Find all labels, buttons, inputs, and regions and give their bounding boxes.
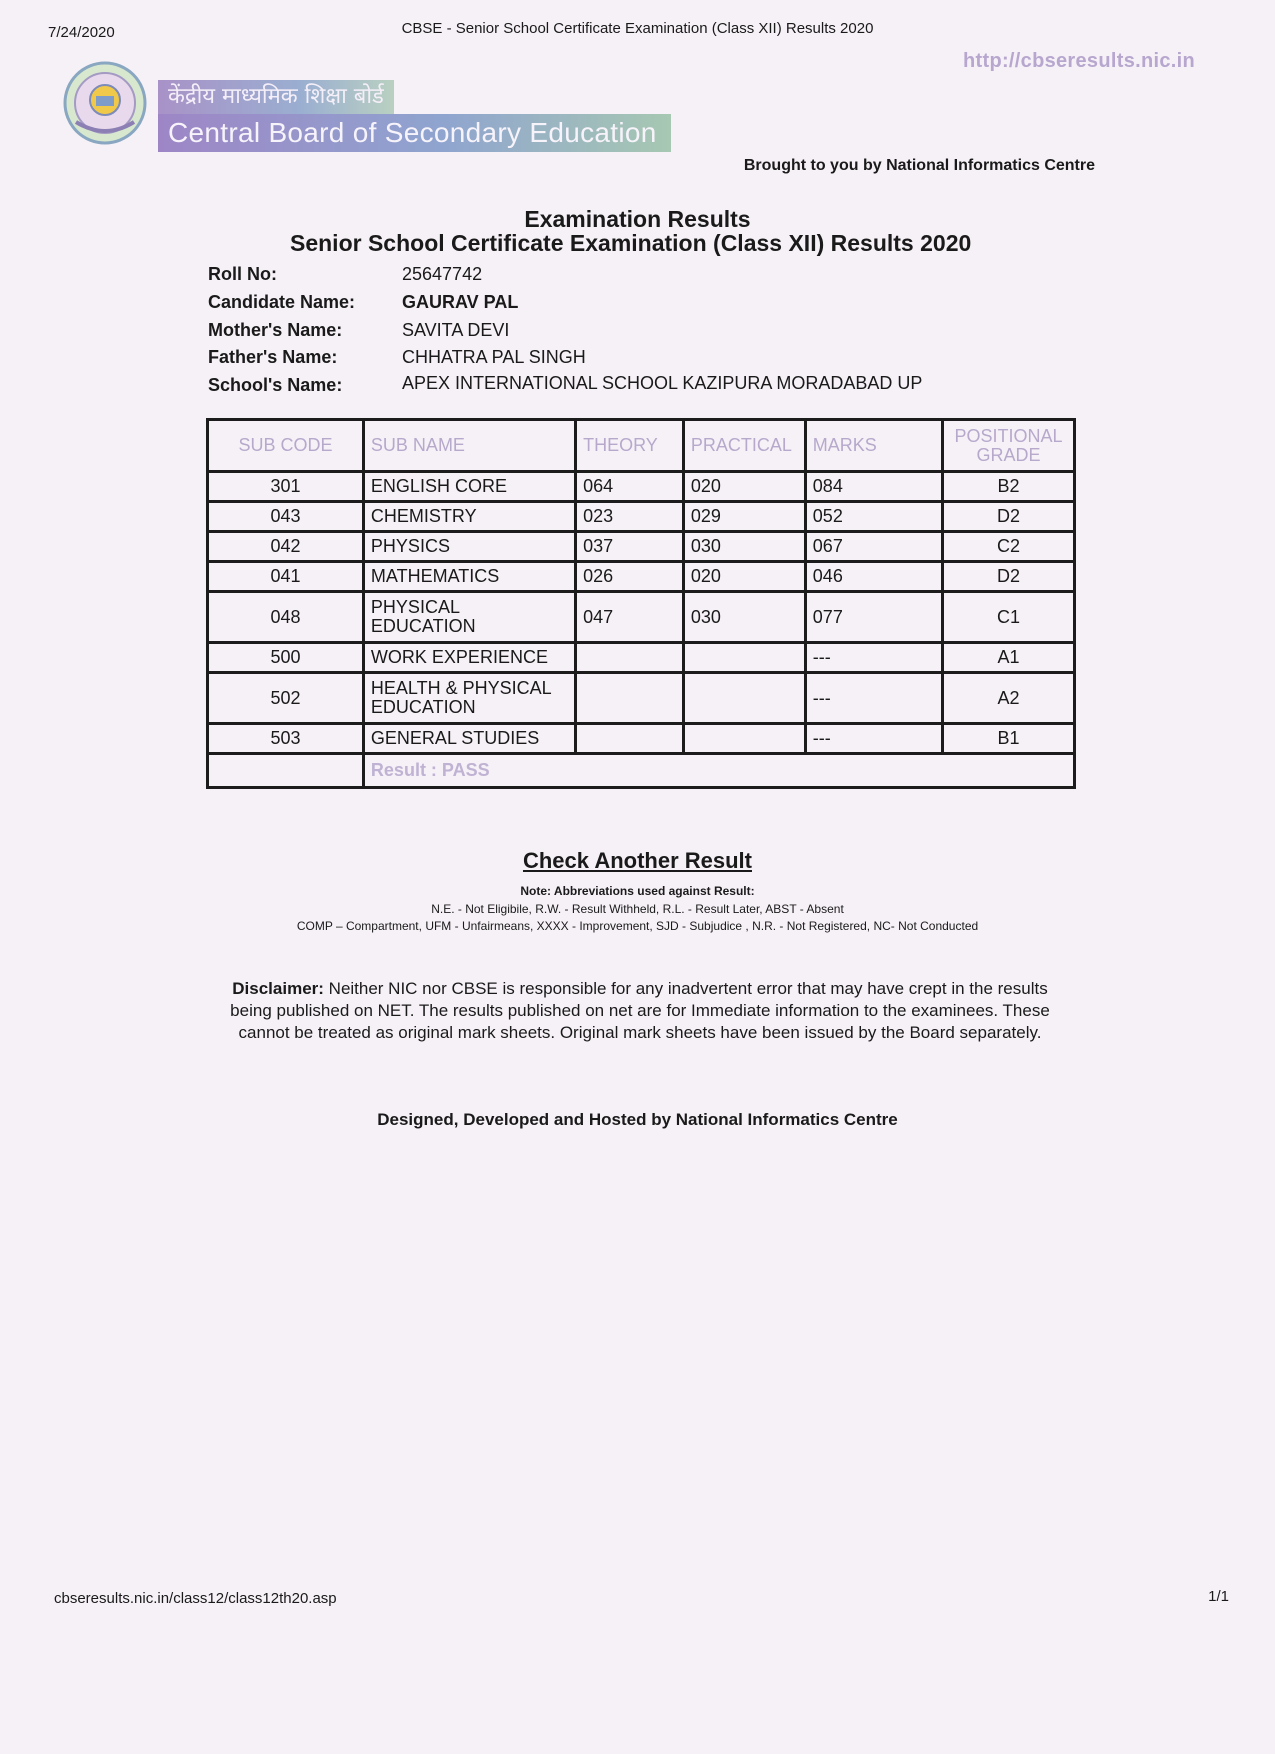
- board-name-hindi: केंद्रीय माध्यमिक शिक्षा बोर्ड: [158, 80, 394, 114]
- theory-cell: [576, 724, 684, 754]
- site-url-link[interactable]: http://cbseresults.nic.in: [963, 50, 1195, 72]
- sub-code-cell: 048: [208, 592, 364, 643]
- table-row: [208, 532, 1075, 562]
- sub-name-cell: HEALTH & PHYSICAL EDUCATION: [363, 673, 575, 724]
- roll-no-value: 25647742: [402, 264, 483, 284]
- sub-name-cell: ENGLISH CORE: [363, 472, 575, 502]
- grade-cell: D2: [943, 502, 1075, 532]
- father-name-value: CHHATRA PAL SINGH: [402, 347, 586, 367]
- practical-cell: 030: [683, 592, 805, 643]
- sub-name-cell: PHYSICS: [363, 532, 575, 562]
- check-another-result-link[interactable]: Check Another Result: [522, 848, 752, 873]
- candidate-name-value: GAURAV PAL: [402, 292, 519, 312]
- candidate-name-label: Candidate Name:: [208, 292, 356, 312]
- table-row: [208, 724, 1075, 754]
- examination-results-heading: Examination Results: [524, 206, 751, 232]
- marks-cell: 067: [805, 532, 942, 562]
- cbse-logo-icon: [62, 60, 148, 146]
- exam-name-heading: Senior School Certificate Examination (Class XII) Results 2020: [290, 230, 972, 256]
- practical-cell: [683, 673, 805, 724]
- print-date: 7/24/2020: [48, 24, 115, 41]
- grade-cell: C2: [943, 532, 1075, 562]
- table-header-row: [208, 420, 1075, 472]
- sub-code-cell: 042: [208, 532, 364, 562]
- school-name-label: School's Name:: [208, 375, 343, 395]
- mother-name-value: SAVITA DEVI: [402, 320, 510, 340]
- grade-cell: A2: [943, 673, 1075, 724]
- abbreviations-note-line2: COMP – Compartment, UFM - Unfairmeans, XXXX - Improvement, SJD - Subjudice , N.R. - Not Registered, NC- Not Conducted: [296, 919, 979, 933]
- sub-code-header: SUB CODE: [208, 420, 364, 472]
- practical-cell: 030: [683, 532, 805, 562]
- abbreviations-note-line1: N.E. - Not Eligibile, R.W. - Result Withheld, R.L. - Result Later, ABST - Absent: [431, 902, 844, 916]
- practical-cell: 029: [683, 502, 805, 532]
- table-row: [208, 562, 1075, 592]
- positional-grade-header: POSITIONAL GRADE: [943, 420, 1075, 472]
- marks-cell: ---: [805, 643, 942, 673]
- practical-cell: 020: [683, 562, 805, 592]
- theory-cell: 023: [576, 502, 684, 532]
- practical-cell: 020: [683, 472, 805, 502]
- abbreviations-note-title: Note: Abbreviations used against Result:: [520, 884, 755, 898]
- table-row: [208, 472, 1075, 502]
- print-page-title: CBSE - Senior School Certificate Examination (Class XII) Results 2020: [401, 20, 874, 37]
- roll-no-label: Roll No:: [208, 264, 277, 284]
- brought-by-text: Brought to you by National Informatics Centre: [743, 157, 1095, 174]
- designed-by-text: Designed, Developed and Hosted by National Informatics Centre: [377, 1110, 898, 1129]
- theory-cell: [576, 673, 684, 724]
- father-name-label: Father's Name:: [208, 347, 338, 367]
- disclaimer-label: Disclaimer:: [232, 979, 324, 998]
- theory-cell: 047: [576, 592, 684, 643]
- table-row: [208, 673, 1075, 724]
- page-number: 1/1: [1208, 1588, 1229, 1605]
- result-row-blank-cell: [208, 754, 364, 788]
- theory-cell: 026: [576, 562, 684, 592]
- marks-cell: ---: [805, 673, 942, 724]
- table-row: [208, 502, 1075, 532]
- board-name-english: Central Board of Secondary Education: [158, 114, 671, 152]
- grade-cell: D2: [943, 562, 1075, 592]
- grade-cell: A1: [943, 643, 1075, 673]
- footer-url: cbseresults.nic.in/class12/class12th20.asp: [54, 1590, 337, 1607]
- marks-cell: 077: [805, 592, 942, 643]
- sub-code-cell: 500: [208, 643, 364, 673]
- grade-cell: B1: [943, 724, 1075, 754]
- practical-header: PRACTICAL: [683, 420, 805, 472]
- grade-cell: B2: [943, 472, 1075, 502]
- practical-cell: [683, 643, 805, 673]
- result-row: [208, 754, 1075, 788]
- sub-name-cell: WORK EXPERIENCE: [363, 643, 575, 673]
- grade-cell: C1: [943, 592, 1075, 643]
- results-table: [206, 418, 1076, 789]
- marks-header: MARKS: [805, 420, 942, 472]
- sub-name-header: SUB NAME: [363, 420, 575, 472]
- disclaimer-body: Neither NIC nor CBSE is responsible for any inadvertent error that may have crept in the results being published on NET. The results published on net are for Immediate information to the examinees. These cannot be treated as original mark sheets. Original mark sheets have been issued by the Board separately.: [230, 979, 1050, 1042]
- sub-code-cell: 043: [208, 502, 364, 532]
- practical-cell: [683, 724, 805, 754]
- sub-code-cell: 502: [208, 673, 364, 724]
- marks-cell: ---: [805, 724, 942, 754]
- sub-name-cell: MATHEMATICS: [363, 562, 575, 592]
- theory-cell: 064: [576, 472, 684, 502]
- disclaimer-text: [210, 978, 1070, 1044]
- sub-name-cell: PHYSICAL EDUCATION: [363, 592, 575, 643]
- marks-cell: 084: [805, 472, 942, 502]
- theory-cell: [576, 643, 684, 673]
- theory-header: THEORY: [576, 420, 684, 472]
- marks-cell: 052: [805, 502, 942, 532]
- table-row: [208, 643, 1075, 673]
- result-status: Result : PASS: [363, 754, 1074, 788]
- sub-name-cell: CHEMISTRY: [363, 502, 575, 532]
- sub-code-cell: 041: [208, 562, 364, 592]
- sub-name-cell: GENERAL STUDIES: [363, 724, 575, 754]
- sub-code-cell: 301: [208, 472, 364, 502]
- school-name-value: APEX INTERNATIONAL SCHOOL KAZIPURA MORADABAD UP: [402, 373, 923, 393]
- sub-code-cell: 503: [208, 724, 364, 754]
- marks-cell: 046: [805, 562, 942, 592]
- mother-name-label: Mother's Name:: [208, 320, 343, 340]
- theory-cell: 037: [576, 532, 684, 562]
- table-row: [208, 592, 1075, 643]
